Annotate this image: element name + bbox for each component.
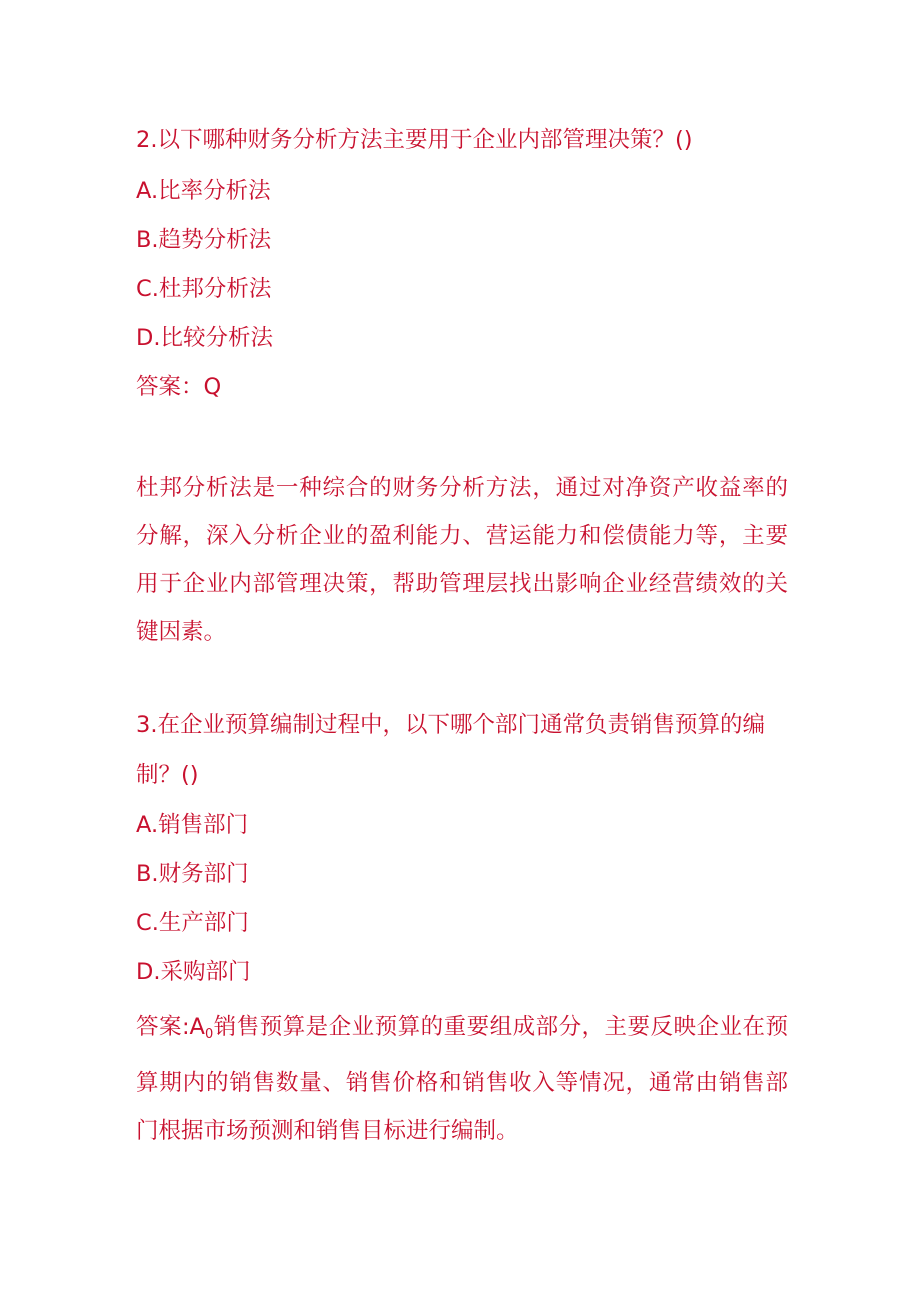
question-3-explanation: 销售预算是企业预算的重要组成部分，主要反映企业在预算期内的销售数量、销售价格和销售收入等情况，通常由销售部门根据市场预测和销售目标进行编制。 xyxy=(136,1014,788,1144)
question-3-answer: 答案:A xyxy=(136,1014,205,1040)
question-2-explanation: 杜邦分析法是一种综合的财务分析方法，通过对净资产收益率的分解，深入分析企业的盈利能力、营运能力和偿债能力等，主要用于企业内部管理决策，帮助管理层找出影响企业经营绩效的关键因素。 xyxy=(136,475,788,645)
question-3-option-b: B.财务部门 xyxy=(136,861,249,887)
question-3-text-line1: 3.在企业预算编制过程中，以下哪个部门通常负责销售预算的编 xyxy=(136,712,765,738)
question-3-text-line2: 制？() xyxy=(136,762,199,788)
question-3-option-c: C.生产部门 xyxy=(136,910,249,936)
question-3-option-a: A.销售部门 xyxy=(136,812,249,838)
question-2-option-a: A.比率分析法 xyxy=(136,178,271,204)
question-3-answer-subscript: 0 xyxy=(204,1027,214,1042)
question-2-option-b: B.趋势分析法 xyxy=(136,227,272,253)
question-2-text: 2.以下哪种财务分析方法主要用于企业内部管理决策？() xyxy=(136,127,693,153)
question-2-option-c: C.杜邦分析法 xyxy=(136,276,272,302)
question-2-option-d: D.比较分析法 xyxy=(136,325,273,351)
question-3-option-d: D.采购部门 xyxy=(136,959,251,985)
question-3-answer-block xyxy=(136,1003,788,1155)
question-2-answer: 答案：Q xyxy=(136,374,222,400)
